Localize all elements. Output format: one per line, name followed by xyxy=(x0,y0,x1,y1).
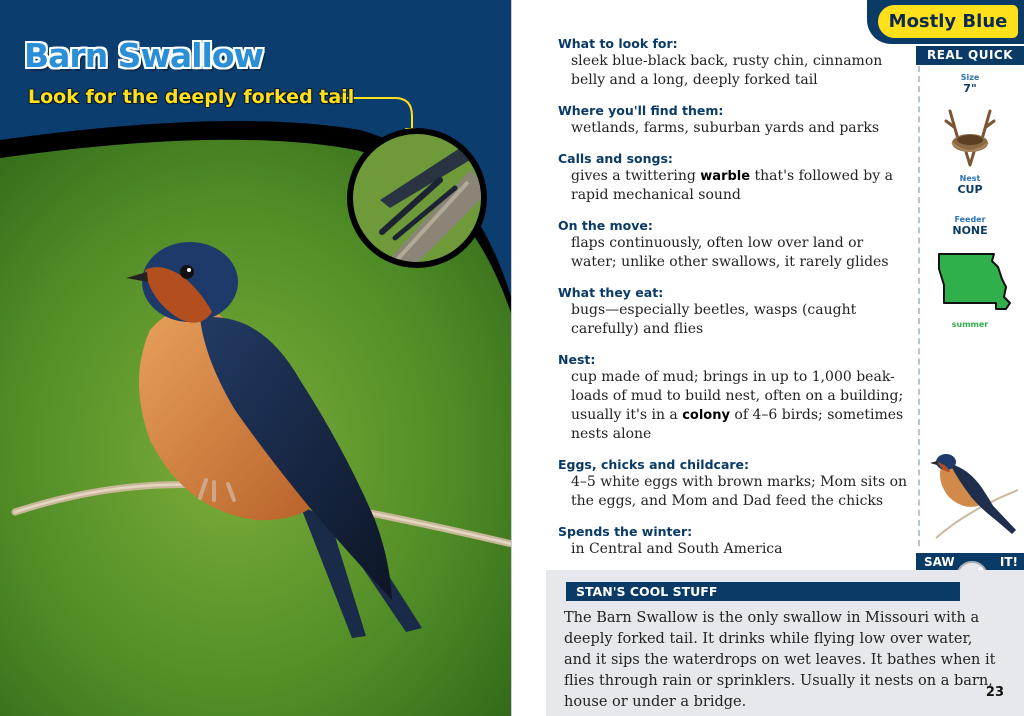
section-calls-songs xyxy=(558,151,908,205)
right-page xyxy=(512,0,1024,716)
body-text: that's followed by a rapid mechanical sound xyxy=(571,168,893,203)
section-heading: What they eat: xyxy=(558,285,664,300)
section-body: sleek blue-black back, rusty chin, cinnamon belly and a long, deeply forked tail xyxy=(571,53,883,88)
section-heading: Spends the winter: xyxy=(558,524,693,539)
real-quick-header: REAL QUICK xyxy=(916,46,1024,65)
section-what-to-look-for xyxy=(558,36,908,90)
glossary-term: colony xyxy=(682,408,730,423)
glossary-term: warble xyxy=(700,169,751,184)
section-body: wetlands, farms, suburban yards and parks xyxy=(571,120,879,136)
section-body: 4–5 white eggs with brown marks; Mom sits on the eggs, and Mom and Dad feed the chicks xyxy=(571,474,908,509)
stans-cool-stuff-box xyxy=(546,570,1024,716)
bird-title: Barn Swallow xyxy=(24,36,263,75)
section-body: flaps continuously, often low over land or water; unlike other swallows, it rarely glides xyxy=(571,235,889,270)
section-winter xyxy=(558,524,908,559)
section-on-the-move xyxy=(558,218,908,272)
body-text: cup made of mud; brings in up to 1,000 beak-loads of mud to build nest, often on a building; usually it's in a xyxy=(571,369,904,423)
section-body xyxy=(571,167,908,205)
facts-list xyxy=(558,36,908,572)
nest-label: Nest xyxy=(959,174,981,183)
section-where-found xyxy=(558,103,908,138)
section-heading: On the move: xyxy=(558,218,653,233)
stans-cool-stuff-heading: STAN'S COOL STUFF xyxy=(566,582,960,601)
missouri-range-map-icon xyxy=(936,251,1012,317)
section-body: bugs—especially beetles, wasps (caught carefully) and flies xyxy=(571,302,857,337)
section-heading: What to look for: xyxy=(558,36,678,51)
section-heading: Where you'll find them: xyxy=(558,103,724,118)
section-eggs-chicks xyxy=(558,457,908,511)
section-heading: Nest: xyxy=(558,352,596,367)
barn-swallow-thumbnail xyxy=(928,450,1020,546)
section-what-they-eat xyxy=(558,285,908,339)
identification-tip: Look for the deeply forked tail xyxy=(28,86,355,108)
feeder-value: NONE xyxy=(952,224,988,237)
page-number: 23 xyxy=(985,685,1004,700)
body-text: of 4–6 birds; sometimes nests alone xyxy=(571,407,904,442)
color-tab-label: Mostly Blue xyxy=(878,5,1018,38)
section-heading: Calls and songs: xyxy=(558,151,673,166)
section-body: in Central and South America xyxy=(571,541,783,557)
feeder-label: Feeder xyxy=(954,215,986,224)
section-body xyxy=(571,368,908,444)
size-label: Size xyxy=(960,73,980,82)
map-caption: summer xyxy=(951,320,989,329)
section-nest xyxy=(558,352,908,444)
size-value: 7" xyxy=(963,82,977,95)
body-text: gives a twittering xyxy=(571,168,701,184)
nest-value: CUP xyxy=(957,183,983,196)
cup-nest-icon xyxy=(944,105,996,171)
stans-cool-stuff-body: The Barn Swallow is the only swallow in Missouri with a deeply forked tail. It drinks while flying low over water, and it sips the waterdrops on wet leaves. It bathes when it flies through rain or sprinklers. Usually it nests on a barn, house or under a bridge. xyxy=(564,610,996,710)
real-quick-panel xyxy=(916,65,1024,547)
saw-label: SAW xyxy=(924,555,955,569)
it-label: IT! xyxy=(999,555,1018,569)
section-heading: Eggs, chicks and childcare: xyxy=(558,457,750,472)
